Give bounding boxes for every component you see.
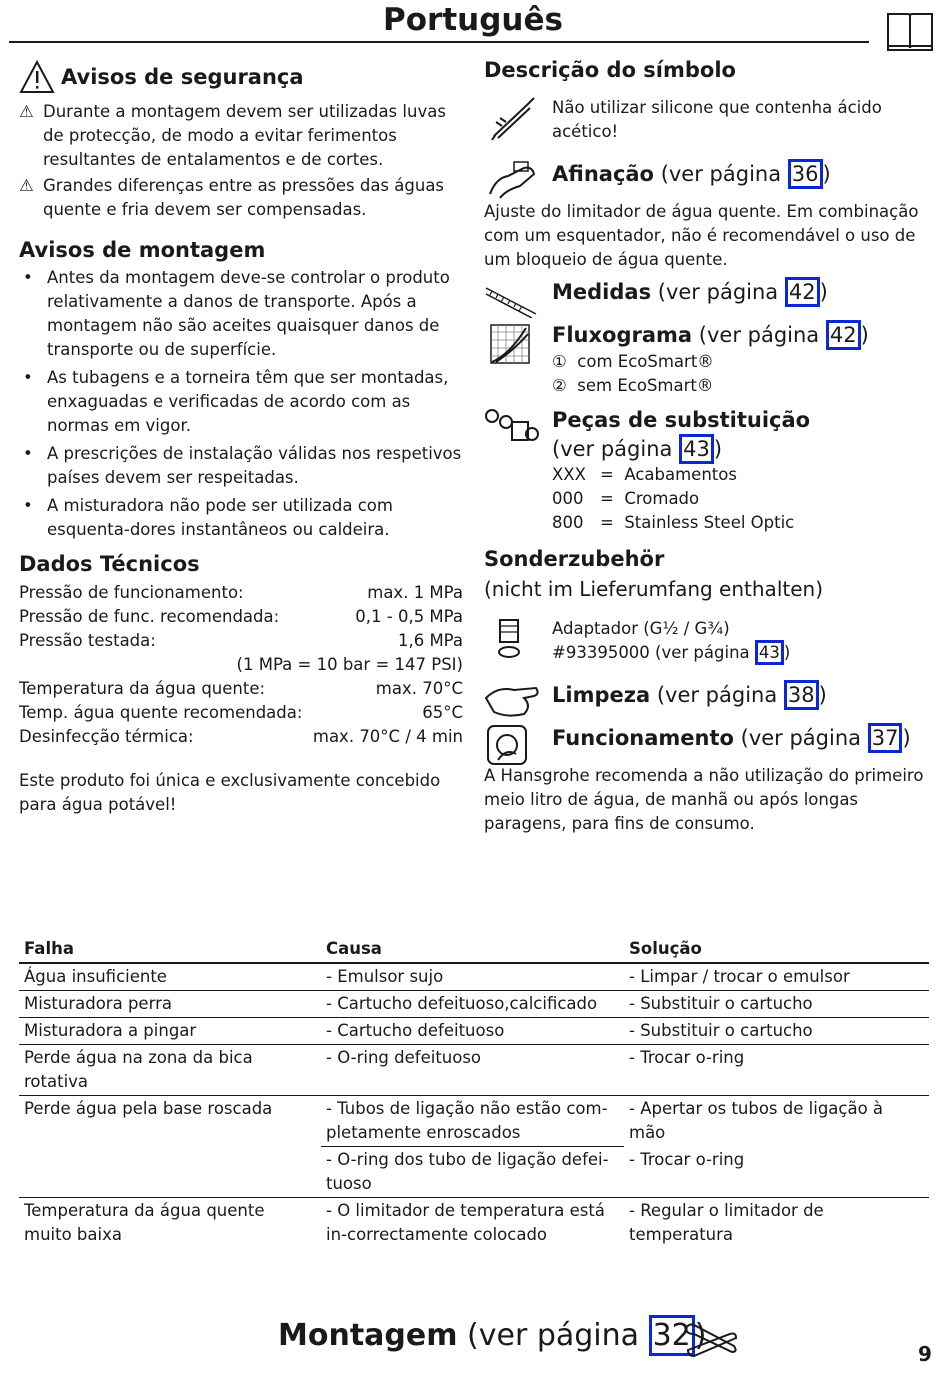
tech-row: Pressão de func. recomendada: 0,1 - 0,5 MPa xyxy=(19,607,463,626)
fluxograma-heading: Fluxograma (ver página 42 ) xyxy=(552,323,869,347)
page-title: Português xyxy=(383,2,563,38)
table-row: Perde água pela base roscada - Tubos de ligação não estão com-pletamente enroscados - Apertar os tubos de ligação à mão xyxy=(19,1096,929,1147)
page-number: 9 xyxy=(918,1342,932,1366)
table-header-row xyxy=(19,936,929,963)
table-row: Temperatura da água quente muito baixa - O limitador de temperatura está in-correctamente colocado - Regular o limitador de temperatura xyxy=(24,1201,824,1244)
symbols-title: Descrição do símbolo xyxy=(484,58,736,82)
assembly-item: • As tubagens e a torneira têm que ser montadas, enxaguadas e verificadas de acordo com as normas em vigor. xyxy=(23,368,449,435)
safety-title: Avisos de segurança xyxy=(61,65,304,89)
assembly-section xyxy=(19,238,464,542)
table-row: Água insuficiente - Emulsor sujo - Limpar / trocar o emulsor xyxy=(19,963,929,991)
col-header-solution: Solução xyxy=(624,936,929,963)
adapter-icon xyxy=(496,618,522,662)
page-link-42[interactable]: 42 xyxy=(785,277,820,307)
page-link-43[interactable]: 43 xyxy=(679,434,714,464)
col-header-fault: Falha xyxy=(19,936,321,963)
cleaning-icon xyxy=(484,680,540,720)
limpeza-heading: Limpeza (ver página 38 ) xyxy=(552,683,827,707)
wrench-icon xyxy=(682,1320,738,1360)
table-row: - O-ring dos tubo de ligação defei-tuoso - Trocar o-ring xyxy=(19,1147,929,1198)
warning-small-icon: ⚠ xyxy=(19,176,34,195)
col-header-cause: Causa xyxy=(321,936,624,963)
pecas-title: Peças de substituição xyxy=(552,408,811,432)
table-row: Perde água na zona da bica rotativa - O-ring defeituoso - Trocar o-ring xyxy=(19,1045,929,1096)
safety-item: ⚠ Durante a montagem devem ser utilizadas luvas de protecção, de modo a evitar ferimentos resultantes de entalamentos e de cortes. xyxy=(19,100,464,172)
pecas-page: (ver página 43 ) xyxy=(552,437,722,461)
afinacao-text: Ajuste do limitador de água quente. Em combinação com um esquentador, não é recomendável o uso de um bloqueio de água quente. xyxy=(484,202,919,269)
tech-row: Temp. água quente recomendada: 65°C xyxy=(19,703,463,722)
funcionamento-heading: Funcionamento (ver página 37 ) xyxy=(552,726,911,750)
page-link-36[interactable]: 36 xyxy=(788,159,823,189)
assembly-item: • A prescrições de instalação válidas nos respetivos países devem ser respeitadas. xyxy=(23,444,462,487)
tech-section xyxy=(19,552,463,817)
finish-codes: XXX = Acabamentos 000 = Cromado 800 = Stainless Steel Optic xyxy=(552,465,795,532)
assembly-item: • A misturadora não pode ser utilizada com esquenta-dores instantâneos ou caldeira. xyxy=(23,496,393,539)
operation-icon xyxy=(484,724,530,768)
page-link-32[interactable]: 32 xyxy=(649,1315,695,1356)
tech-row: Pressão testada: 1,6 MPa xyxy=(19,631,463,650)
page-link-43[interactable]: 43 xyxy=(755,640,784,665)
fluxograma-legend: ① com EcoSmart® ② sem EcoSmart® xyxy=(552,352,714,395)
fault-table xyxy=(19,936,929,1248)
warning-icon xyxy=(19,60,55,94)
table-row: Misturadora a pingar - Cartucho defeituoso - Substituir o cartucho xyxy=(19,1018,929,1045)
tech-row: Pressão de funcionamento: max. 1 MPa xyxy=(19,583,463,602)
page-link-42[interactable]: 42 xyxy=(826,320,861,350)
tech-title: Dados Técnicos xyxy=(19,552,200,576)
warning-small-icon: ⚠ xyxy=(19,102,34,121)
safety-item: ⚠ Grandes diferenças entre as pressões das águas quente e fria devem ser compensadas. xyxy=(19,174,464,222)
funcionamento-text: A Hansgrohe recomenda a não utilização do primeiro meio litro de água, de manhã ou após longas paragens, para fins de consumo. xyxy=(484,766,924,833)
silicone-text: Não utilizar silicone que contenha ácido acético! xyxy=(552,98,882,141)
adapter-text: Adaptador (G½ / G¾) #93395000 (ver página 43 ) xyxy=(552,617,790,665)
header-rule xyxy=(9,41,869,43)
tech-row: Temperatura da água quente: max. 70°C xyxy=(19,679,463,698)
book-icon xyxy=(886,10,934,52)
spare-parts-icon xyxy=(484,406,540,446)
potable-water-note: Este produto foi única e exclusivamente concebido para água potável! xyxy=(19,771,441,814)
flow-chart-icon xyxy=(490,324,530,364)
assembly-title: Avisos de montagem xyxy=(19,238,266,262)
afinacao-heading: Afinação (ver página 36 ) xyxy=(552,162,831,186)
sonder-title: Sonderzubehör xyxy=(484,547,665,571)
montagem-footer: Montagem (ver página 32 ) xyxy=(278,1318,706,1353)
sonder-subtitle: (nicht im Lieferumfang enthalten) xyxy=(484,577,823,601)
tech-row: Desinfecção térmica: max. 70°C / 4 min xyxy=(19,727,463,746)
safety-section xyxy=(19,60,464,222)
assembly-item: • Antes da montagem deve-se controlar o produto relativamente a danos de transporte. Após a montagem não são aceites quaisquer danos de transporte ou de superfície. xyxy=(23,268,450,359)
page-link-37[interactable]: 37 xyxy=(868,723,903,753)
tech-row-note: (1 MPa = 10 bar = 147 PSI) xyxy=(236,655,463,674)
medidas-heading: Medidas (ver página 42 ) xyxy=(552,280,828,304)
page-link-38[interactable]: 38 xyxy=(784,680,819,710)
ruler-icon xyxy=(484,284,540,318)
silicone-gun-icon xyxy=(488,96,536,142)
table-row: Misturadora perra - Cartucho defeituoso,calcificado - Substituir o cartucho xyxy=(19,991,929,1018)
adjustment-icon xyxy=(486,160,538,200)
